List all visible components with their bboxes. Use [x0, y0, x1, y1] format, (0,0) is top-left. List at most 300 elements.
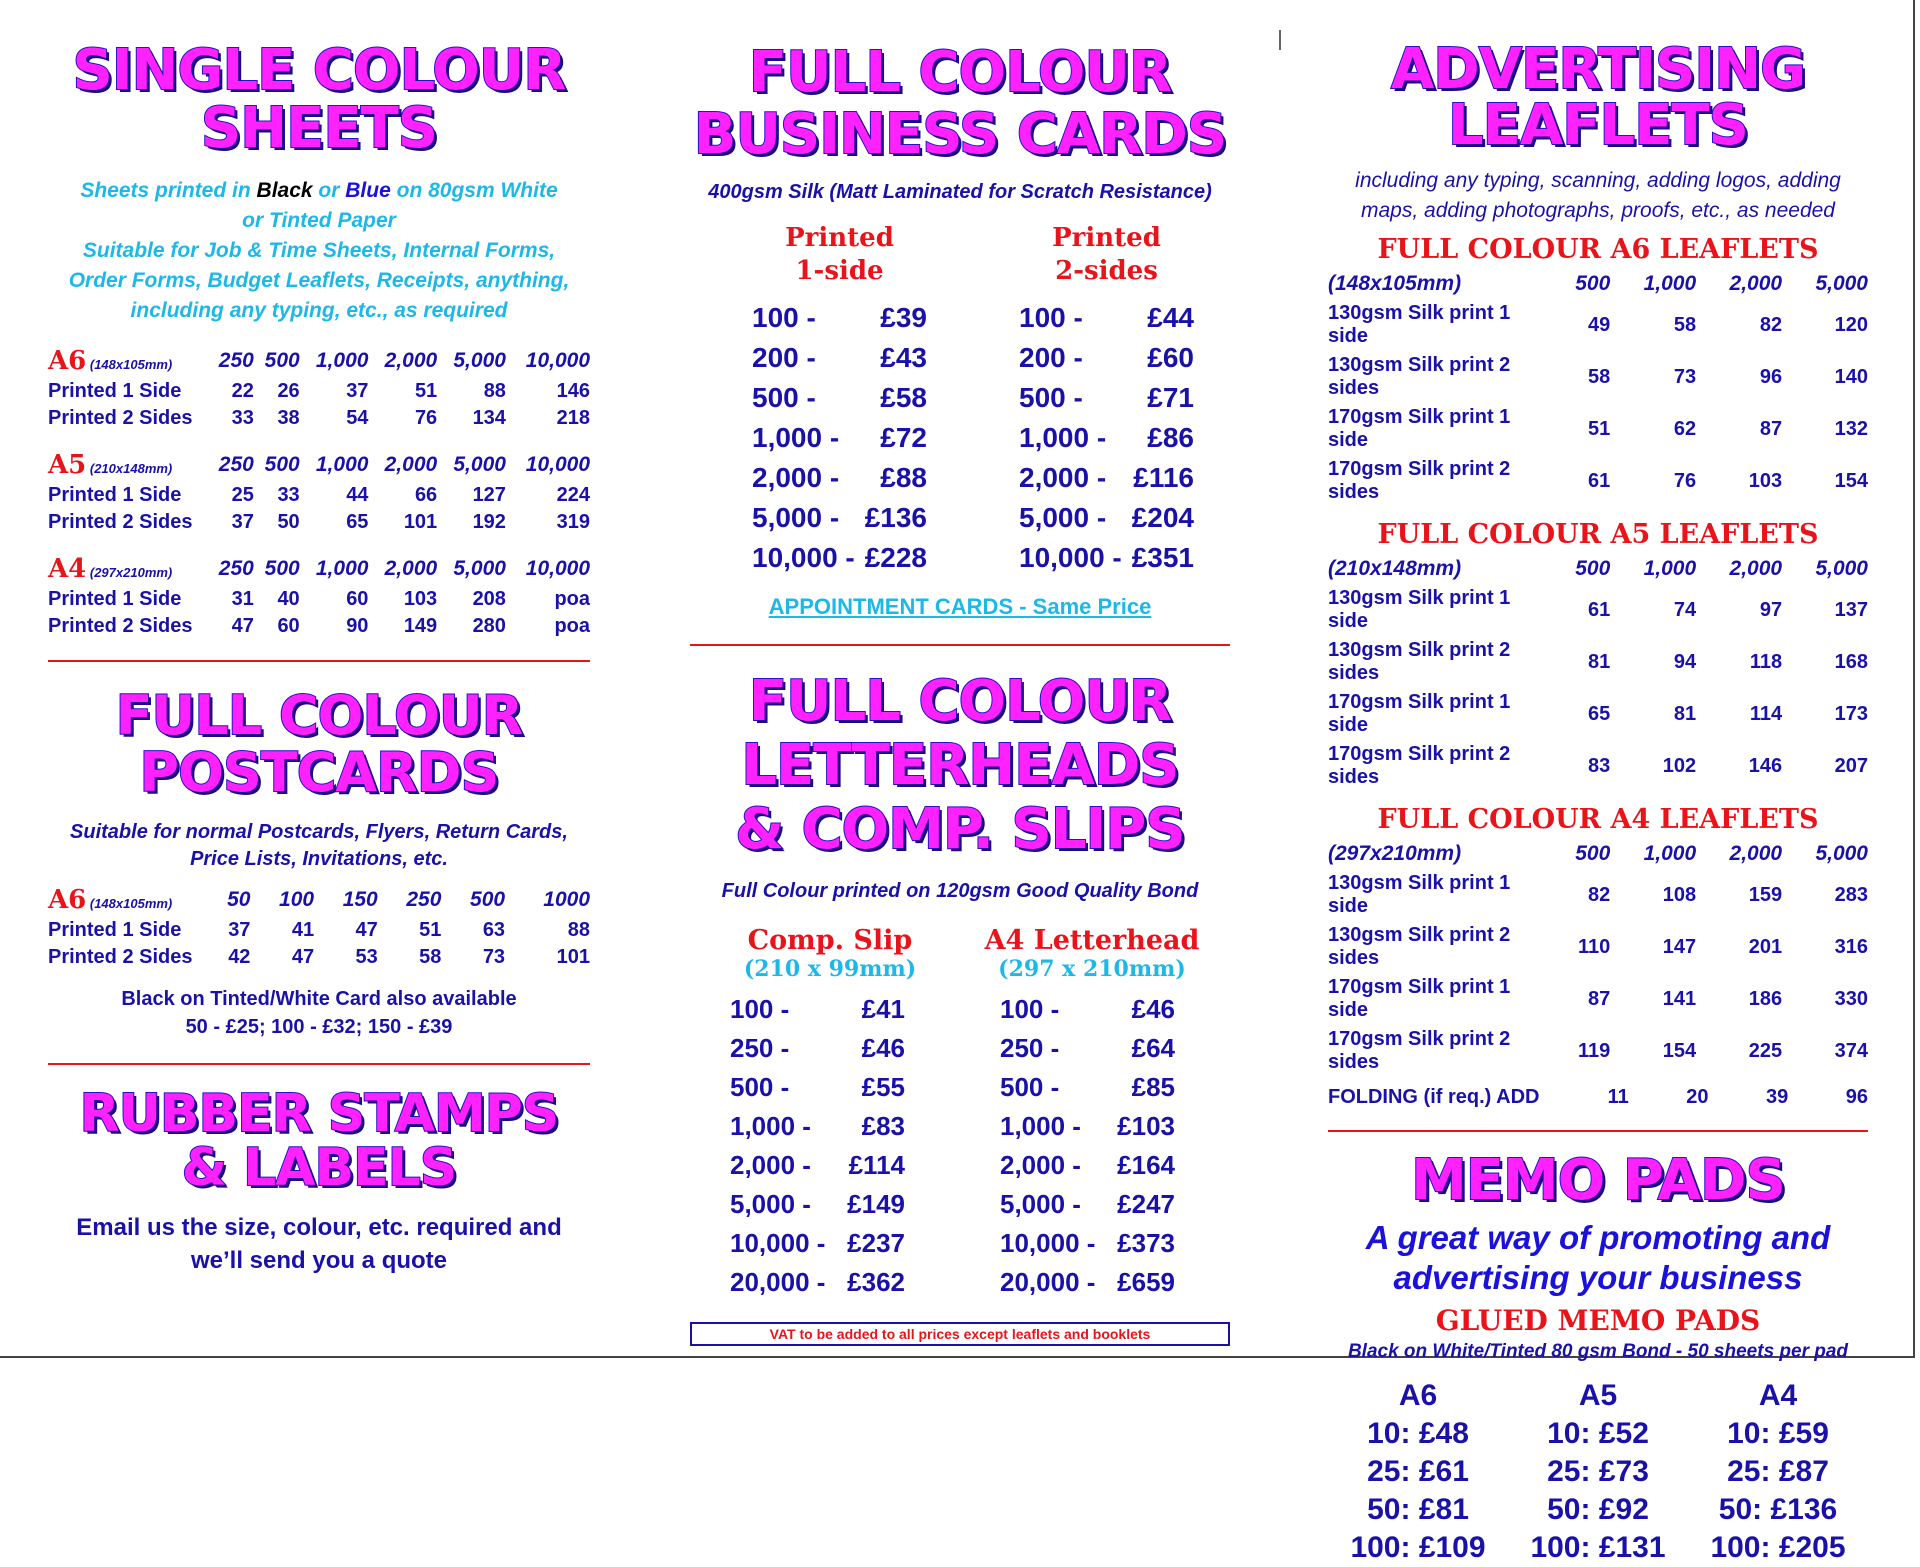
price-cell: 76	[1673, 469, 1697, 492]
middle-column	[690, 0, 1230, 1350]
table-row	[1328, 455, 1868, 507]
a4-letterhead-price-list	[1000, 990, 1175, 1302]
price-cell: 81	[1588, 650, 1611, 673]
quantity-header: 2,000	[384, 557, 438, 581]
leaflet-dims: (210x148mm)	[1328, 557, 1462, 580]
price: £204	[1131, 502, 1194, 534]
quantity: 10,000 -	[730, 1227, 826, 1258]
quantity-header: 2,000	[384, 453, 438, 477]
price-cell: 94	[1673, 650, 1697, 673]
price-cell: 61	[1588, 598, 1611, 621]
table-row	[1328, 584, 1868, 636]
row-label: 130gsm Silk print 2 sides	[1328, 924, 1511, 969]
memo-price: 25: £61	[1367, 1455, 1469, 1489]
row-label: 170gsm Silk print 2 sides	[1328, 1028, 1511, 1073]
size-dims: (210x148mm)	[86, 461, 173, 477]
quantity: 1,000 -	[730, 1110, 811, 1141]
price-cell: 97	[1759, 598, 1783, 621]
fold-mark	[1279, 30, 1281, 50]
quantity: 100 -	[1019, 302, 1083, 334]
price-cell: 37	[346, 380, 369, 403]
memo-pads-tagline: A great way of promoting and advertising your business	[1365, 1219, 1831, 1297]
price-row	[1019, 498, 1194, 538]
size-name: A4	[48, 554, 87, 585]
price-row	[752, 538, 927, 578]
price-cell: 50	[277, 511, 300, 534]
price-cell: 82	[1588, 883, 1611, 906]
table-row	[1328, 688, 1868, 740]
memo-price: 10: £48	[1367, 1417, 1469, 1451]
price-cell: 60	[346, 588, 369, 611]
quantity-header: 100	[279, 887, 315, 911]
memo-price: 10: £52	[1547, 1417, 1649, 1451]
price-row	[1019, 298, 1194, 338]
price-cell: 83	[1588, 754, 1611, 777]
price-cell: 96	[1845, 1086, 1868, 1108]
price-cell: 60	[277, 615, 300, 638]
price-cell: 62	[1673, 417, 1697, 440]
price-cell: 141	[1662, 987, 1697, 1010]
quantity-header: 1000	[543, 887, 590, 911]
price-cell: 146	[556, 380, 590, 403]
row-label: 130gsm Silk print 1 side	[1328, 302, 1511, 347]
quantity: 5,000 -	[752, 502, 840, 534]
table-row	[48, 613, 590, 640]
divider	[1328, 1130, 1868, 1132]
one-side-heading: Printed 1-side	[785, 223, 894, 287]
price-cell: 146	[1748, 754, 1783, 777]
quantity: 500 -	[730, 1071, 790, 1102]
price-cell: 47	[291, 945, 315, 968]
letterheads-prices	[690, 925, 1230, 1302]
quantity-header: 10,000	[525, 453, 590, 477]
price-cell: 192	[472, 511, 506, 534]
quantity-header: 1,000	[315, 557, 369, 581]
quantity-header: 2,000	[1729, 842, 1783, 865]
quantity-header: 50	[227, 887, 251, 911]
quantity-header: 2,000	[384, 349, 438, 373]
price-cell: 53	[355, 945, 378, 968]
price: £43	[880, 342, 927, 374]
two-sides-heading: Printed 2-sides	[1052, 223, 1161, 287]
price: £114	[848, 1149, 905, 1180]
comp-slip-column	[730, 925, 930, 1302]
size-dims: (148x105mm)	[86, 357, 173, 373]
quantity: 500 -	[1000, 1071, 1060, 1102]
appointment-cards-row	[690, 594, 1230, 620]
price-cell: 65	[346, 511, 369, 534]
price-cell: 73	[482, 945, 506, 968]
table-row	[1328, 921, 1868, 973]
quantity-header: 2,000	[1729, 557, 1783, 580]
price-cell: 218	[556, 407, 590, 430]
one-side-price-list	[752, 298, 927, 578]
price-row	[730, 1107, 905, 1146]
postcards-price-table	[48, 883, 590, 971]
price: £149	[847, 1188, 905, 1219]
price-cell: 159	[1748, 883, 1783, 906]
divider	[48, 660, 590, 662]
table-row	[1328, 869, 1868, 921]
price-cell: 154	[1662, 1039, 1697, 1062]
leaflets-price-sections	[1328, 234, 1868, 1077]
price-cell: 137	[1834, 598, 1868, 621]
size-price-table	[48, 883, 590, 971]
a4-letterhead-heading: A4 Letterhead	[984, 924, 1200, 956]
table-row	[1328, 636, 1868, 688]
size-name: A5	[48, 450, 87, 481]
business-cards-title: FULL COLOUR BUSINESS CARDS	[693, 40, 1227, 167]
memo-pads-price-table	[1328, 1377, 1868, 1567]
business-cards-subtitle: 400gsm Silk (Matt Laminated for Scratch Resistance)	[708, 181, 1212, 204]
price-cell: 224	[556, 484, 590, 507]
memo-row	[1328, 1491, 1868, 1529]
price-cell: 102	[1662, 754, 1697, 777]
single-sheets-price-tables	[48, 344, 590, 640]
price: £58	[880, 382, 927, 414]
price: £64	[1131, 1032, 1175, 1063]
memo-price: 25: £87	[1727, 1455, 1829, 1489]
table-row	[1328, 740, 1868, 792]
price-cell: 316	[1834, 935, 1868, 958]
size-label-cell	[48, 448, 208, 482]
quantity-header: 10,000	[525, 349, 590, 373]
memo-price: 100: £109	[1350, 1531, 1486, 1565]
price-cell: 154	[1834, 469, 1868, 492]
size-header-row	[48, 552, 590, 586]
price-cell: 280	[472, 615, 506, 638]
price-cell: 119	[1578, 1039, 1611, 1062]
folding-row	[1328, 1083, 1868, 1112]
price-cell: 44	[346, 484, 369, 507]
price-cell: 149	[403, 615, 438, 638]
price-cell: 114	[1749, 702, 1783, 725]
price: £351	[1131, 542, 1194, 574]
postcards-note: Black on Tinted/White Card also available 50 - £25; 100 - £32; 150 - £39	[121, 987, 517, 1038]
price-cell: 147	[1662, 935, 1697, 958]
price-cell: poa	[554, 588, 590, 611]
price-cell: 66	[414, 484, 438, 507]
advertising-leaflets-title: ADVERTISING LEAFLETS	[1390, 37, 1806, 158]
memo-pads-title: MEMO PADS	[1411, 1148, 1785, 1213]
size-dims: (297x210mm)	[86, 565, 173, 581]
price-cell: 51	[1588, 417, 1611, 440]
price-cell: 120	[1834, 313, 1868, 336]
price-cell: 49	[1588, 313, 1611, 336]
price: £164	[1117, 1149, 1175, 1180]
row-label: Printed 1 Side	[48, 380, 182, 403]
table-row	[48, 378, 590, 405]
price-cell: 87	[1759, 417, 1783, 440]
quantity: 20,000 -	[730, 1266, 826, 1297]
size-name: A6	[48, 884, 87, 915]
table-row	[48, 917, 590, 944]
price-cell: 96	[1759, 365, 1783, 388]
table-row	[1328, 973, 1868, 1025]
quantity: 2,000 -	[730, 1149, 811, 1180]
row-label: 130gsm Silk print 2 sides	[1328, 639, 1511, 684]
price-row	[1000, 1107, 1175, 1146]
quantity-header: 500	[264, 453, 300, 477]
price-cell: 38	[277, 407, 300, 430]
price-row	[752, 298, 927, 338]
memo-row	[1328, 1529, 1868, 1567]
price-cell: 63	[482, 918, 506, 941]
a4-letterhead-column	[972, 925, 1212, 1302]
row-label: Printed 2 Sides	[48, 511, 193, 534]
memo-price: 50: £136	[1718, 1493, 1838, 1527]
memo-price: 100: £131	[1530, 1531, 1666, 1565]
price: £83	[861, 1110, 905, 1141]
price-cell: 58	[1588, 365, 1611, 388]
quantity-header: 5,000	[453, 557, 506, 581]
price-cell: 61	[1588, 469, 1611, 492]
price: £247	[1117, 1188, 1175, 1219]
price-cell: 47	[231, 615, 254, 638]
folding-row	[1328, 1083, 1868, 1112]
postcards-description: Suitable for normal Postcards, Flyers, Return Cards, Price Lists, Invitations, etc.	[70, 820, 568, 870]
price-cell: 207	[1834, 754, 1868, 777]
quantity-header: 500	[1575, 842, 1611, 865]
rubber-stamps-title: RUBBER STAMPS & LABELS	[79, 1083, 559, 1198]
price: £86	[1147, 422, 1194, 454]
price-cell: 42	[228, 945, 251, 968]
price-cell: 173	[1834, 702, 1868, 725]
size-price-table	[48, 344, 590, 432]
table-row	[48, 405, 590, 432]
quantity-header: 1,000	[315, 453, 369, 477]
price-cell: 101	[403, 511, 438, 534]
a4-letterhead-dims: (297 x 210mm)	[998, 955, 1186, 982]
price-cell: 22	[231, 380, 254, 403]
price-row	[1000, 1185, 1175, 1224]
row-label: 130gsm Silk print 2 sides	[1328, 354, 1511, 399]
memo-price: 50: £81	[1367, 1493, 1469, 1527]
memo-pads-description: Black on White/Tinted 80 gsm Bond - 50 sheets per pad	[1347, 1341, 1849, 1363]
leaflet-header-row	[1328, 839, 1868, 869]
quantity: 200 -	[1019, 342, 1083, 374]
price-row	[730, 1068, 905, 1107]
price-row	[730, 1146, 905, 1185]
row-label: Printed 2 Sides	[48, 945, 193, 968]
price-cell: 103	[403, 588, 438, 611]
quantity-header: 500	[264, 557, 300, 581]
price-row	[730, 1029, 905, 1068]
letterheads-title: FULL COLOUR LETTERHEADS & COMP. SLIPS	[735, 669, 1185, 862]
price-cell: 37	[231, 511, 254, 534]
size-label-cell	[48, 344, 208, 378]
quantity-header: 500	[264, 349, 300, 373]
price-cell: 103	[1748, 469, 1783, 492]
row-label: 170gsm Silk print 1 side	[1328, 691, 1511, 736]
price-cell: 127	[472, 484, 506, 507]
size-header-row	[48, 448, 590, 482]
quantity: 5,000 -	[1019, 502, 1107, 534]
price-cell: 208	[472, 588, 506, 611]
price-cell: 76	[414, 407, 438, 430]
leaflet-price-table	[1328, 554, 1868, 792]
price-cell: 65	[1588, 702, 1611, 725]
price-cell: 118	[1749, 650, 1783, 673]
quantity: 100 -	[730, 993, 790, 1024]
folding-label: FOLDING (if req.) ADD	[1328, 1086, 1540, 1108]
leaflet-section-heading: FULL COLOUR A6 LEAFLETS	[1377, 234, 1819, 265]
price: £44	[1147, 302, 1194, 334]
price-cell: 82	[1759, 313, 1783, 336]
quantity-header: 500	[1575, 272, 1611, 295]
price: £41	[861, 993, 905, 1024]
postcards-title: FULL COLOUR POSTCARDS	[115, 684, 523, 804]
table-row	[48, 482, 590, 509]
quantity-header: 250	[218, 453, 254, 477]
quantity: 10,000 -	[752, 542, 855, 574]
price-row	[1000, 1029, 1175, 1068]
quantity: 200 -	[752, 342, 816, 374]
quantity: 1,000 -	[1000, 1110, 1081, 1141]
row-label: 170gsm Silk print 1 side	[1328, 976, 1511, 1021]
price-row	[752, 338, 927, 378]
price: £46	[1131, 993, 1175, 1024]
price-cell: 87	[1588, 987, 1611, 1010]
memo-row	[1328, 1415, 1868, 1453]
price-cell: 88	[567, 918, 590, 941]
quantity-header: 500	[470, 887, 506, 911]
comp-slip-heading: Comp. Slip	[747, 924, 913, 956]
quantity: 10,000 -	[1000, 1227, 1096, 1258]
quantity: 250 -	[1000, 1032, 1060, 1063]
price: £60	[1147, 342, 1194, 374]
leaflet-section-heading: FULL COLOUR A5 LEAFLETS	[1377, 519, 1819, 550]
table-row	[1328, 1025, 1868, 1077]
price-row	[1000, 1224, 1175, 1263]
memo-size-header: A4	[1758, 1379, 1798, 1413]
quantity: 2,000 -	[1019, 462, 1107, 494]
price-row	[1000, 1263, 1175, 1302]
price-cell: 39	[1765, 1086, 1789, 1108]
memo-size-header: A5	[1578, 1379, 1618, 1413]
price-cell: 37	[228, 918, 251, 941]
two-sides-price-list	[1019, 298, 1194, 578]
rubber-stamps-description: Email us the size, colour, etc. required and we’ll send you a quote	[76, 1213, 562, 1274]
one-side-column	[752, 222, 927, 578]
quantity: 500 -	[1019, 382, 1083, 414]
price-cell: 140	[1834, 365, 1868, 388]
quantity: 500 -	[752, 382, 816, 414]
price-cell: 40	[277, 588, 300, 611]
quantity-header: 500	[1575, 557, 1611, 580]
price: £85	[1131, 1071, 1175, 1102]
price: £362	[847, 1266, 905, 1297]
two-sides-column	[1019, 222, 1194, 578]
price-cell: 20	[1686, 1086, 1709, 1108]
price: £71	[1147, 382, 1194, 414]
row-label: Printed 1 Side	[48, 918, 182, 941]
leaflet-price-table	[1328, 269, 1868, 507]
price-cell: 81	[1673, 702, 1697, 725]
table-row	[1328, 403, 1868, 455]
price-row	[752, 458, 927, 498]
price-cell: 47	[355, 918, 378, 941]
quantity: 2,000 -	[1000, 1149, 1081, 1180]
price: £46	[861, 1032, 905, 1063]
price-row	[1019, 338, 1194, 378]
quantity-header: 1,000	[315, 349, 369, 373]
quantity-header: 5,000	[1815, 557, 1868, 580]
quantity: 100 -	[1000, 993, 1060, 1024]
price-cell: 25	[231, 484, 254, 507]
price-cell: 33	[231, 407, 254, 430]
price-row	[1000, 1068, 1175, 1107]
size-label-cell	[48, 883, 208, 917]
divider	[690, 644, 1230, 646]
price: £237	[847, 1227, 905, 1258]
row-label: Printed 1 Side	[48, 484, 182, 507]
price-row	[730, 1224, 905, 1263]
price-cell: 101	[556, 945, 590, 968]
size-label-cell	[48, 552, 208, 586]
price-row	[1000, 1146, 1175, 1185]
quantity: 2,000 -	[752, 462, 840, 494]
price-row	[752, 378, 927, 418]
price-cell: 41	[291, 918, 315, 941]
price-cell: 33	[277, 484, 300, 507]
letterheads-subtitle: Full Colour printed on 120gsm Good Quality Bond	[721, 879, 1199, 902]
comp-slip-price-list	[730, 990, 905, 1302]
quantity-header: 5,000	[453, 453, 506, 477]
quantity-header: 5,000	[1815, 272, 1868, 295]
quantity-header: 150	[342, 887, 378, 911]
table-row	[48, 509, 590, 536]
price-cell: 26	[277, 380, 300, 403]
memo-price: 25: £73	[1547, 1455, 1649, 1489]
size-price-table	[48, 552, 590, 640]
price: £55	[861, 1071, 905, 1102]
row-label: 170gsm Silk print 1 side	[1328, 406, 1511, 451]
price-row	[1019, 458, 1194, 498]
price-row	[1019, 378, 1194, 418]
leaflet-header-row	[1328, 554, 1868, 584]
comp-slip-dims: (210 x 99mm)	[743, 955, 917, 982]
quantity-header: 5,000	[453, 349, 506, 373]
quantity-header: 250	[218, 557, 254, 581]
quantity-header: 250	[406, 887, 442, 911]
divider	[48, 1063, 590, 1065]
quantity: 10,000 -	[1019, 542, 1122, 574]
appointment-cards-link[interactable]: APPOINTMENT CARDS - Same Price	[768, 594, 1152, 620]
price-cell: 110	[1578, 935, 1611, 958]
price-cell: 88	[483, 380, 506, 403]
price-row	[752, 498, 927, 538]
price-cell: 74	[1673, 598, 1697, 621]
quantity-header: 250	[218, 349, 254, 373]
price-cell: 132	[1834, 417, 1868, 440]
price-cell: 201	[1748, 935, 1783, 958]
quantity: 20,000 -	[1000, 1266, 1096, 1297]
quantity-header: 1,000	[1643, 557, 1697, 580]
price-cell: 319	[556, 511, 590, 534]
leaflet-price-table	[1328, 839, 1868, 1077]
price-cell: 186	[1748, 987, 1783, 1010]
price-cell: 330	[1834, 987, 1868, 1010]
price-cell: 168	[1834, 650, 1868, 673]
row-label: Printed 2 Sides	[48, 615, 193, 638]
table-row	[1328, 351, 1868, 403]
quantity-header: 10,000	[525, 557, 590, 581]
memo-price: 50: £92	[1547, 1493, 1649, 1527]
price-cell: 31	[231, 588, 254, 611]
quantity-header: 1,000	[1643, 272, 1697, 295]
quantity: 5,000 -	[1000, 1188, 1081, 1219]
